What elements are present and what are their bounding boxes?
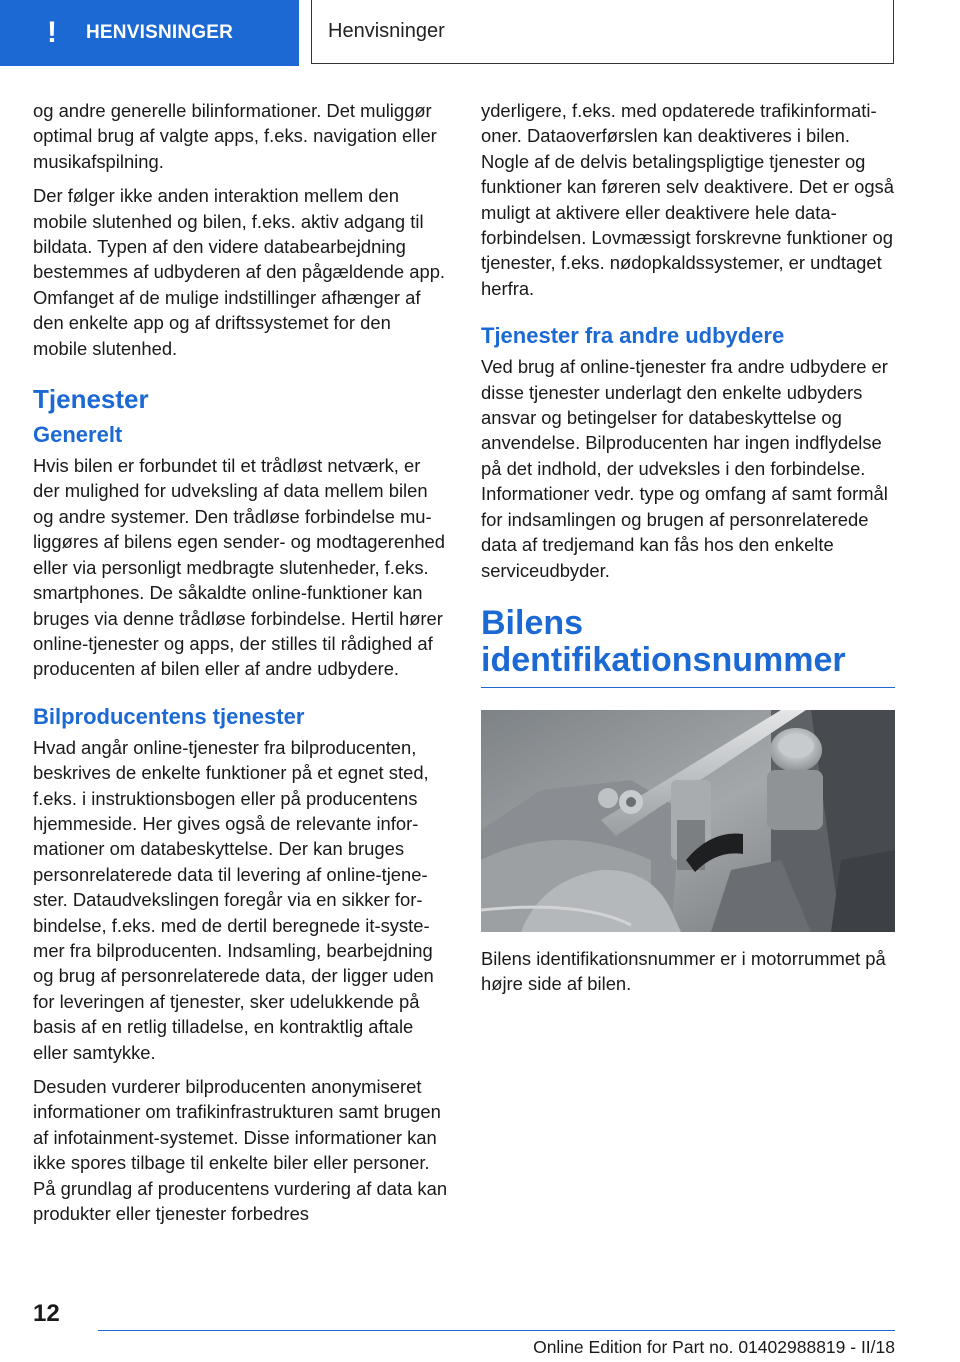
figure-caption: Bilens identifikationsnummer er i motorrummet på højre side af bilen.	[481, 947, 886, 995]
heading-tjenester-fra-andre-udbydere: Tjenester fra andre udbydere	[481, 323, 785, 349]
section-label: HENVISNINGER	[86, 22, 234, 43]
engine-bay-illustration	[481, 710, 895, 932]
paragraph: yderligere, f.eks. med opdaterede trafikinformationer. Dataoverførslen kan deaktiveres i bilen. Nogle af de delvis betalingspligtige tjenester og funktioner kan føreren selv deaktivere. Det er også muligt at aktivere eller deaktivere hele dataforbindelsen. Lovmæssigt forskrevne funktioner og tjenester, f.eks. nødopkaldssystemer, er undtaget herfra.	[481, 100, 894, 299]
section-title: Henvisninger	[328, 20, 445, 42]
paragraph: Hvis bilen er forbundet til et trådløst netværk, er der mulighed for udveksling af data mellem bilen og andre systemer. Den trådløse forbindelse muliggøres af bilens egen sender- og modtagerenhed eller via personligt medbragte slutenheder, f.eks. smartphones. De såkaldte online-funktioner kan bruges via denne trådløse forbindelse. Hertil hører online-tjenester og apps, der stilles til rådighed af producenten af bilen eller af andre udbydere.	[33, 455, 446, 680]
paragraph: Hvad angår online-tjenester fra bilproducenten, beskrives de enkelte funktioner på et egnet sted, f.eks. i instruktionsbogen eller på producentens hjemmeside. Her gives også de relevante informationer om databeskyttelse. Der kan bruges personrelaterede data til levering af online-tjenester. Dataudvekslingen foregår via en sikker forbindelse, f.eks. med de dertil beregnede it-systemer fra bilproducenten. Indsamling, bearbejdning og brug af personrelaterede data, der ligger uden for leveringen af tjenester, sker udelukkende på basis af en retlig tilladelse, en kontraktlig aftale eller samtykke.	[33, 736, 434, 1063]
paragraph: Desuden vurderer bilproducenten anonymiseret informationer om trafikinfrastrukturen samt brugen af infotainment-systemet. Disse informationer kan ikke spores tilbage til enkelte biler eller personer. På grundlag af producentens vurdering af data kan produkter eller tjenester forbedres	[33, 1076, 448, 1225]
section-title-box	[311, 0, 894, 64]
heading-tjenester: Tjenester	[33, 384, 149, 415]
exclamation-icon: !	[47, 16, 57, 49]
paragraph: og andre generelle bilinformationer. Det muliggør optimal brug af valgte apps, f.eks. navigation eller musikafspilning.	[33, 100, 437, 172]
engine-bay-photo	[481, 710, 895, 932]
right-column	[481, 98, 895, 1006]
heading-bilens-identifikationsnummer	[481, 605, 895, 688]
heading-line-2: identifikationsnummer	[481, 640, 846, 679]
footer-divider	[98, 1330, 895, 1331]
page-number: 12	[33, 1300, 60, 1327]
paragraph: Der følger ikke anden interaktion mellem den mobile slutenhed og bilen, f.eks. aktiv adgang til bildata. Typen af den videre databearbejdning bestemmes af udbyderen af den pågældende app. Omfanget af de mulige indstillinger afhænger af den enkelte app og af driftssystemet for den mobile slutenhed.	[33, 185, 446, 359]
paragraph: Ved brug af online-tjenester fra andre udbydere er disse tjenester underlagt den enkelte udbyders ansvar og betingelser for databeskyttelse og anvendelse. Bilproducenten har ingen indflydelse på det indhold, der udveksles i den forbindelse. Informationer vedr. type og omfang af samt formål for indsamlingen og brugen af personrelaterede data af tredjemand kan fås hos den enkelte serviceudbyder.	[481, 356, 888, 581]
heading-bilproducentens-tjenester: Bilproducentens tjenester	[33, 703, 305, 729]
section-tab	[0, 0, 299, 66]
footer-edition: Online Edition for Part no. 01402988819 - II/18	[533, 1337, 895, 1357]
heading-generelt: Generelt	[33, 422, 123, 448]
page-header	[0, 0, 960, 68]
heading-line-1: Bilens	[481, 603, 584, 642]
left-column	[33, 98, 449, 1235]
